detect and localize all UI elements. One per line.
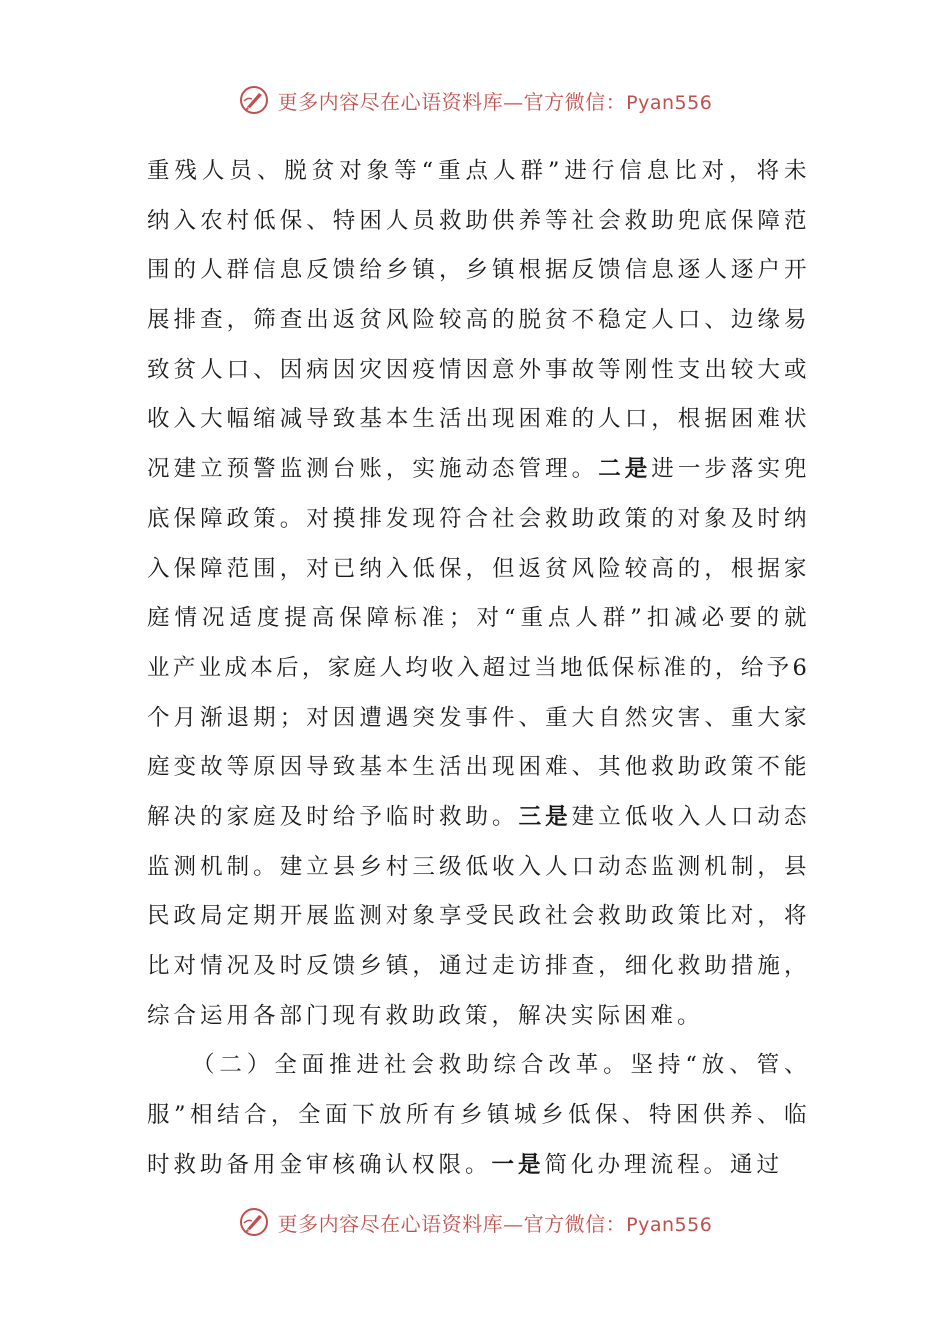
text-line: 致贫人口、因病因灾因疫情因意外事故等刚性支出较大或 <box>147 356 811 383</box>
section-heading-line: （二）全面推进社会救助综合改革。坚持“放、管、 <box>192 1052 812 1079</box>
document-body <box>147 147 812 1190</box>
emphasis-third: 三是 <box>518 803 572 830</box>
text-line: 比对情况及时反馈乡镇，通过走访排查，细化救助措施， <box>147 953 811 979</box>
text-line: 时救助备用金审核确认权限。一是简化办理流程。通过 <box>147 1151 784 1178</box>
text-line: 个月渐退期；对因遭遇突发事件、重大自然灾害、重大家 <box>147 704 811 731</box>
emphasis-second: 二是 <box>598 456 652 483</box>
text-line: 庭变故等原因导致基本生活出现困难、其他救助政策不能 <box>147 754 811 781</box>
text-line: 况建立预警监测台账，实施动态管理。二是进一步落实兜 <box>147 456 811 483</box>
text-line: 围的人群信息反馈给乡镇，乡镇根据反馈信息逐人逐户开 <box>147 257 811 284</box>
text-line: 纳入农村低保、特困人员救助供养等社会救助兜底保障范 <box>147 207 811 234</box>
text-line: 监测机制。建立县乡村三级低收入人口动态监测机制，县 <box>147 853 811 880</box>
text-line: 展排查，筛查出返贫风险较高的脱贫不稳定人口、边缘易 <box>147 307 811 334</box>
text-line: 解决的家庭及时给予临时救助。三是建立低收入人口动态 <box>147 803 811 830</box>
emphasis-first: 一是 <box>491 1151 545 1178</box>
text-line: 底保障政策。对摸排发现符合社会救助政策的对象及时纳 <box>147 505 811 532</box>
quill-logo-icon <box>238 1206 270 1238</box>
watermark-footer <box>0 1206 950 1238</box>
text-line: 收入大幅缩减导致基本生活出现困难的人口，根据困难状 <box>147 406 811 433</box>
quill-logo-icon <box>238 84 270 116</box>
text-line: 庭情况适度提高保障标准；对“重点人群”扣减必要的就 <box>147 605 812 632</box>
text-line: 重残人员、脱贫对象等“重点人群”进行信息比对，将未 <box>147 158 812 184</box>
text-line: 服”相结合，全面下放所有乡镇城乡低保、特困供养、临 <box>147 1102 812 1129</box>
watermark-text: 更多内容尽在心语资料库—官方微信：Pyan556 <box>277 1211 713 1236</box>
watermark-header <box>0 84 950 116</box>
text-line: 业产业成本后，家庭人均收入超过当地低保标准的，给予6 <box>147 654 811 681</box>
text-line: 综合运用各部门现有救助政策，解决实际困难。 <box>147 1002 704 1029</box>
watermark-text: 更多内容尽在心语资料库—官方微信：Pyan556 <box>277 89 713 114</box>
text-line: 民政局定期开展监测对象享受民政社会救助政策比对，将 <box>147 903 811 930</box>
text-line: 入保障范围，对已纳入低保，但返贫风险较高的，根据家 <box>147 555 811 582</box>
